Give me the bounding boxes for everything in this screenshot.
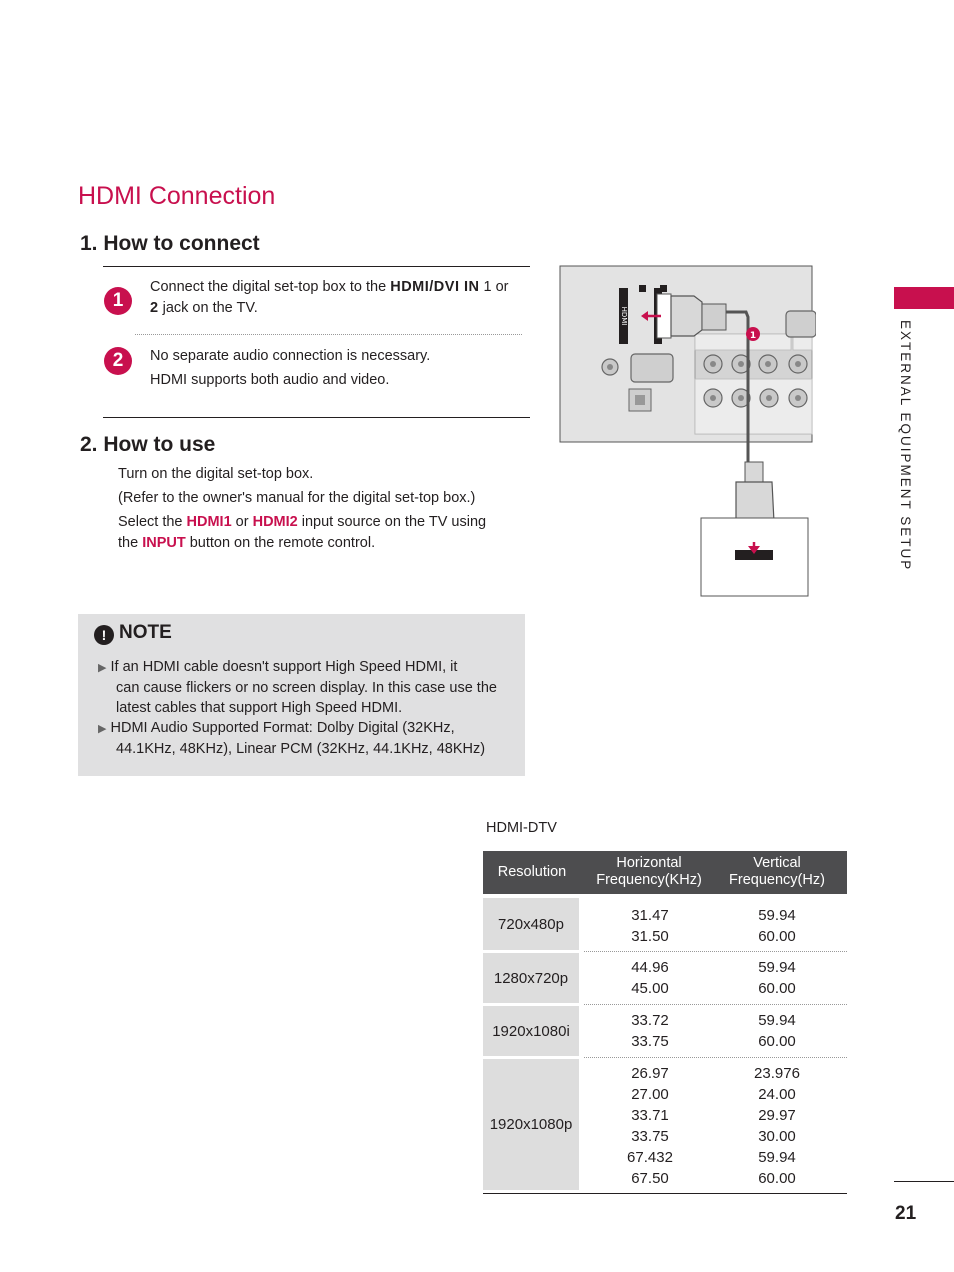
side-tab xyxy=(894,287,954,309)
header-vertical: Vertical Frequency(Hz) xyxy=(729,855,825,888)
step-divider xyxy=(135,334,522,335)
page-number-rule xyxy=(894,1181,954,1182)
hdmi-port-label: HDMI xyxy=(620,306,628,326)
table-caption: HDMI-DTV xyxy=(486,820,557,836)
table-row-vertical: 59.94 60.00 xyxy=(758,959,796,997)
table-row-horizontal: 31.47 31.50 xyxy=(631,907,669,945)
bullet-triangle-icon: ▶ xyxy=(98,662,107,674)
warning-icon: ! xyxy=(94,625,114,645)
step-2-text: No separate audio connection is necessary. HDMI supports both audio and video. xyxy=(150,348,431,388)
table-row-vertical: 23.976 24.00 29.97 30.00 59.94 60.00 xyxy=(754,1065,800,1187)
how-to-connect-heading: 1. How to connect xyxy=(80,232,260,255)
header-resolution: Resolution xyxy=(497,864,567,880)
note-item-2: ▶ HDMI Audio Supported Format: Dolby Digital (32KHz, 44.1KHz, 48KHz), Linear PCM (32KHz, 44.1KHz, 48KHz) xyxy=(98,720,486,757)
table-bottom-rule xyxy=(483,1193,847,1194)
bullet-triangle-icon: ▶ xyxy=(98,723,107,735)
rgb-port xyxy=(631,354,673,382)
section-rule-bottom xyxy=(103,417,530,418)
table-row-vertical: 59.94 60.00 xyxy=(758,1012,796,1050)
connection-diagram xyxy=(556,264,816,600)
hdmi-plug-tv xyxy=(671,296,702,336)
step-1-badge: 1 xyxy=(104,287,132,315)
how-to-use-text: Turn on the digital set-top box. (Refer to the owner's manual for the digital set-top box.) Select the HDMI1 or HDMI2 input source on the TV using the INPUT button on the remote control. xyxy=(118,466,487,551)
step-2-badge: 2 xyxy=(104,347,132,375)
row-divider xyxy=(584,1004,847,1005)
note-heading: NOTE xyxy=(119,622,172,643)
table-row-horizontal: 44.96 45.00 xyxy=(631,959,669,997)
svg-text:1: 1 xyxy=(749,331,757,341)
table-row-horizontal: 26.97 27.00 33.71 33.75 67.432 67.50 xyxy=(627,1065,673,1187)
table-row-vertical: 59.94 60.00 xyxy=(758,907,796,945)
page-title: HDMI Connection xyxy=(78,182,276,210)
how-to-use-heading: 2. How to use xyxy=(80,433,216,456)
table-row-resolution: 1920x1080p xyxy=(483,1059,579,1190)
dvi-port xyxy=(786,311,816,337)
page-number: 21 xyxy=(895,1203,917,1224)
header-horizontal: Horizontal Frequency(KHz) xyxy=(596,855,702,888)
section-rule-top xyxy=(103,266,530,267)
table-row-resolution: 1280x720p xyxy=(483,953,579,1003)
note-item-1: ▶ If an HDMI cable doesn't support High Speed HDMI, it can cause flickers or no screen display. In this case use the latest cables that support High Speed HDMI. xyxy=(98,659,497,716)
table-row-resolution: 720x480p xyxy=(483,898,579,950)
step-1-text: Connect the digital set-top box to the HDMI/DVI IN 1 or 2 jack on the TV. xyxy=(150,279,509,316)
row-divider xyxy=(584,951,847,952)
table-header xyxy=(483,851,847,894)
table-row-horizontal: 33.72 33.75 xyxy=(631,1012,669,1050)
table-row-resolution: 1920x1080i xyxy=(483,1006,579,1056)
hdmi-plug-box xyxy=(736,482,774,522)
side-label: EXTERNAL EQUIPMENT SETUP xyxy=(898,320,913,572)
row-divider xyxy=(584,1057,847,1058)
